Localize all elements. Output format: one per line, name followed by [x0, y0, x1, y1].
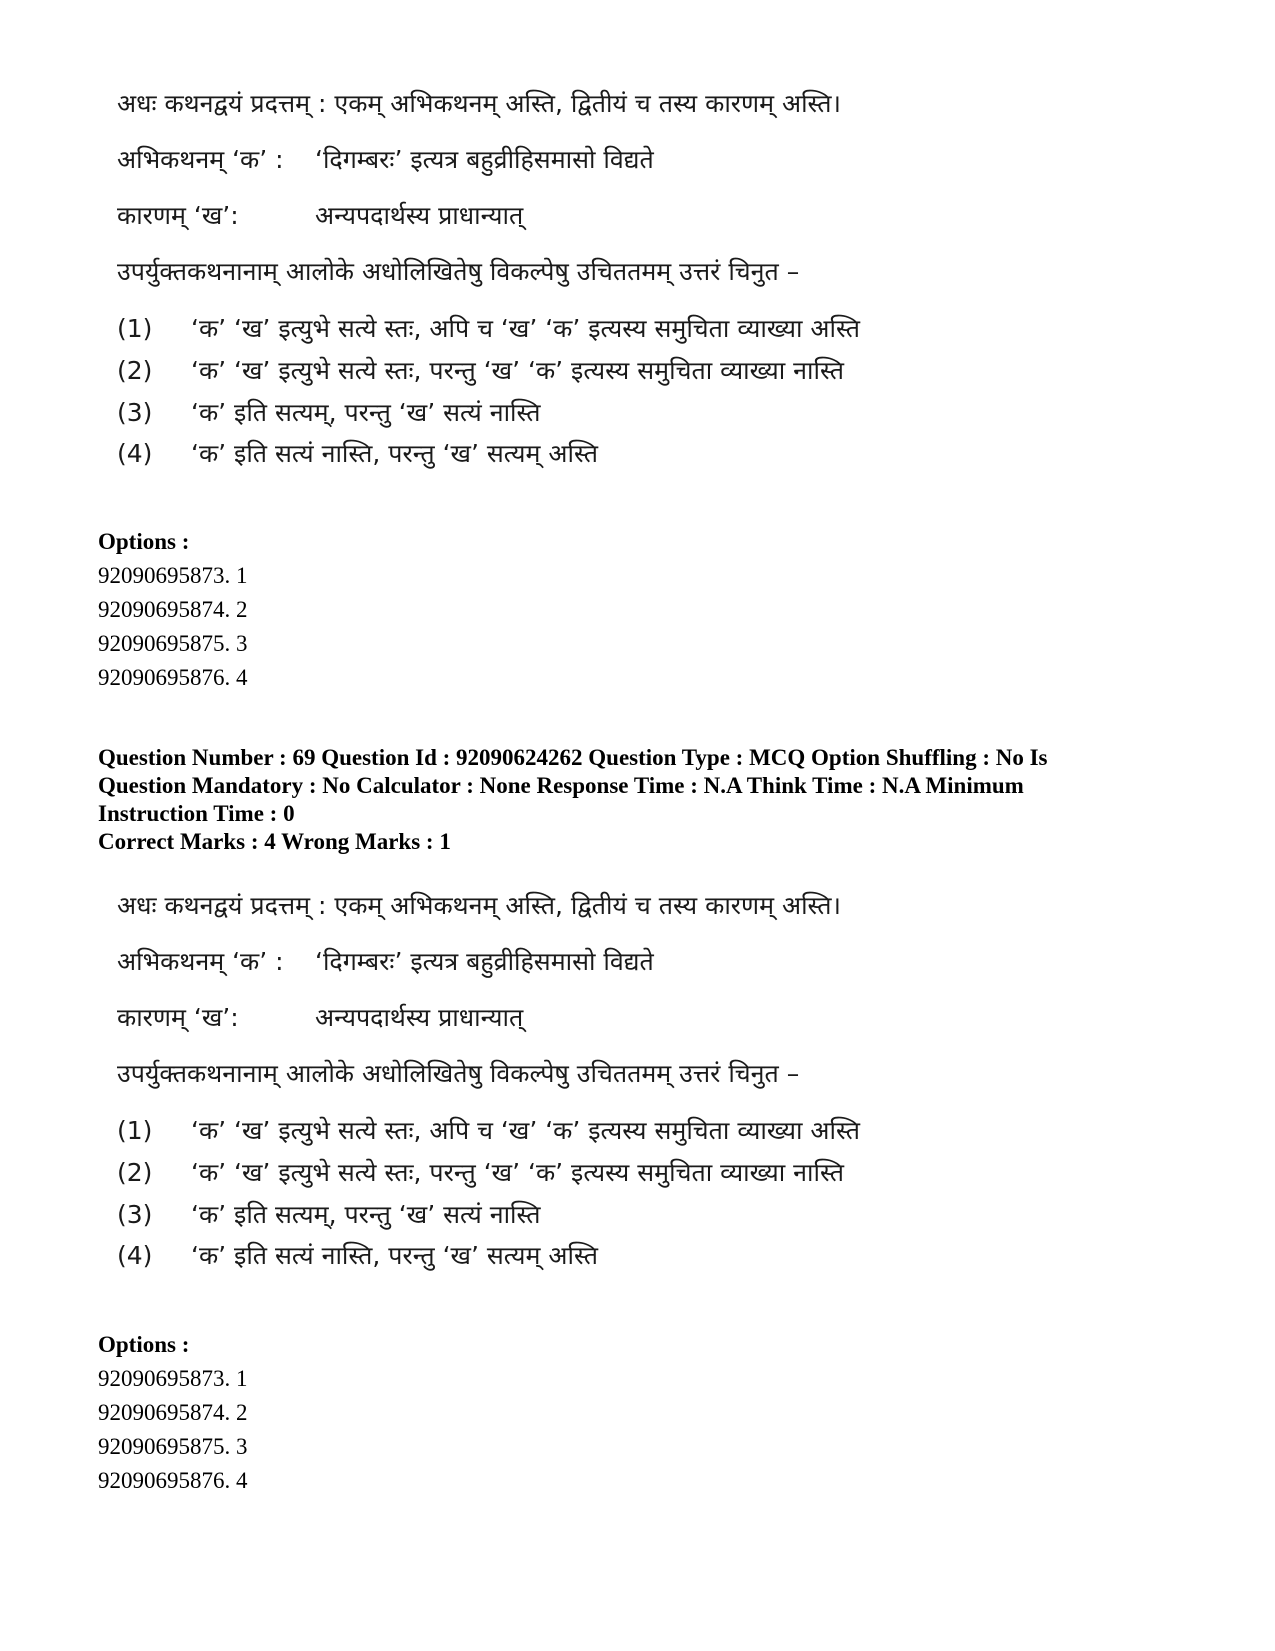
- choice-2: [117, 353, 844, 387]
- choice-number: (2): [117, 1158, 153, 1187]
- choice-number: (2): [117, 356, 153, 385]
- choice-text: ‘क’ इति सत्यं नास्ति, परन्तु ‘ख’ सत्यम् अस्ति: [191, 439, 598, 468]
- options-title: Options :: [98, 1332, 190, 1357]
- assertion-label: अभिकथनम् ‘क’ :: [117, 145, 284, 174]
- choice-1: [117, 1113, 860, 1147]
- assertion-label: अभिकथनम् ‘क’ :: [117, 947, 284, 976]
- choice-text: ‘क’ ‘ख’ इत्युभे सत्ये स्तः, परन्तु ‘ख’ ‘क’ इत्यस्य समुचिता व्याख्या नास्ति: [191, 356, 844, 385]
- choice-text: ‘क’ ‘ख’ इत्युभे सत्ये स्तः, अपि च ‘ख’ ‘क’ इत्यस्य समुचिता व्याख्या अस्ति: [191, 314, 860, 343]
- option-item: 92090695873. 1: [98, 563, 248, 588]
- question-meta-line: Instruction Time : 0: [98, 801, 295, 826]
- choice-number: (4): [117, 439, 153, 468]
- choice-3: [117, 395, 541, 429]
- reason-label: कारणम् ‘ख’:: [117, 201, 239, 230]
- choice-number: (4): [117, 1241, 153, 1270]
- option-item: 92090695875. 3: [98, 1434, 248, 1459]
- question-instruction: उपर्युक्तकथनानाम् आलोके अधोलिखितेषु विकल्पेषु उचिततमम् उत्तरं चिनुत –: [117, 257, 800, 286]
- question-meta: [98, 744, 1178, 828]
- marks-line: Correct Marks : 4 Wrong Marks : 1: [98, 829, 451, 854]
- reason-line: [117, 1000, 523, 1034]
- choice-3: [117, 1197, 541, 1231]
- question-meta-line: Question Mandatory : No Calculator : None Response Time : N.A Think Time : N.A Minimum: [98, 773, 1024, 798]
- question-instruction: उपर्युक्तकथनानाम् आलोके अधोलिखितेषु विकल्पेषु उचिततमम् उत्तरं चिनुत –: [117, 1059, 800, 1088]
- choice-number: (1): [117, 1116, 153, 1145]
- reason-line: [117, 198, 523, 232]
- assertion-text: ‘दिगम्बरः’ इत्यत्र बहुव्रीहिसमासो विद्यते: [315, 145, 654, 174]
- option-item: 92090695874. 2: [98, 1400, 248, 1425]
- reason-label: कारणम् ‘ख’:: [117, 1003, 239, 1032]
- choice-number: (1): [117, 314, 153, 343]
- choice-4: [117, 436, 598, 470]
- option-item: 92090695876. 4: [98, 1468, 248, 1493]
- choice-text: ‘क’ इति सत्यम्, परन्तु ‘ख’ सत्यं नास्ति: [191, 398, 541, 427]
- choice-1: [117, 311, 860, 345]
- option-item: 92090695873. 1: [98, 1366, 248, 1391]
- assertion-text: ‘दिगम्बरः’ इत्यत्र बहुव्रीहिसमासो विद्यते: [315, 947, 654, 976]
- options-block-1: [98, 525, 248, 695]
- option-item: 92090695875. 3: [98, 631, 248, 656]
- question-intro: अधः कथनद्वयं प्रदत्तम् : एकम् अभिकथनम् अस्ति, द्वितीयं च तस्य कारणम् अस्ति।: [117, 89, 842, 118]
- reason-text: अन्यपदार्थस्य प्राधान्यात्: [315, 1003, 524, 1032]
- option-item: 92090695874. 2: [98, 597, 248, 622]
- assertion-line: [117, 142, 654, 176]
- question-intro: अधः कथनद्वयं प्रदत्तम् : एकम् अभिकथनम् अस्ति, द्वितीयं च तस्य कारणम् अस्ति।: [117, 891, 842, 920]
- choice-text: ‘क’ इति सत्यं नास्ति, परन्तु ‘ख’ सत्यम् अस्ति: [191, 1241, 598, 1270]
- choice-4: [117, 1238, 598, 1272]
- choice-text: ‘क’ ‘ख’ इत्युभे सत्ये स्तः, अपि च ‘ख’ ‘क’ इत्यस्य समुचिता व्याख्या अस्ति: [191, 1116, 860, 1145]
- options-block-2: [98, 1328, 248, 1498]
- assertion-line: [117, 944, 654, 978]
- question-meta-line: Question Number : 69 Question Id : 92090624262 Question Type : MCQ Option Shuffling : No Is: [98, 745, 1048, 770]
- choice-text: ‘क’ इति सत्यम्, परन्तु ‘ख’ सत्यं नास्ति: [191, 1200, 541, 1229]
- reason-text: अन्यपदार्थस्य प्राधान्यात्: [315, 201, 524, 230]
- choice-text: ‘क’ ‘ख’ इत्युभे सत्ये स्तः, परन्तु ‘ख’ ‘क’ इत्यस्य समुचिता व्याख्या नास्ति: [191, 1158, 844, 1187]
- option-item: 92090695876. 4: [98, 665, 248, 690]
- choice-number: (3): [117, 398, 153, 427]
- choice-number: (3): [117, 1200, 153, 1229]
- choice-2: [117, 1155, 844, 1189]
- options-title: Options :: [98, 529, 190, 554]
